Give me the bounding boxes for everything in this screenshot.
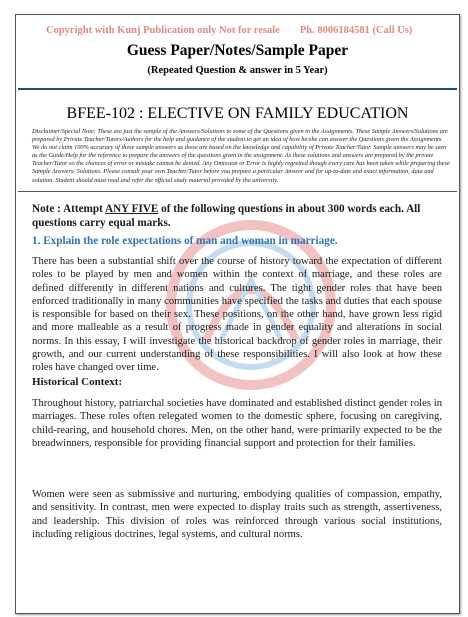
instructions-note	[32, 203, 450, 230]
course-title: BFEE-102 : ELECTIVE ON FAMILY EDUCATION	[66, 105, 409, 122]
contact-phone: Ph. 8006184581 (Call Us)	[299, 25, 413, 36]
page-subtitle: (Repeated Question & answer in 5 Year)	[147, 65, 328, 76]
copyright-line	[46, 25, 446, 36]
document-page	[15, 14, 460, 614]
copyright-text: Copyright with Kunj Publication only Not for resale	[46, 25, 280, 36]
note-emphasis: ANY FIVE	[105, 203, 159, 215]
note-prefix: Note : Attempt	[32, 203, 106, 215]
question-heading: 1. Explain the role expectations of man and woman in marriage.	[32, 235, 338, 247]
answer-paragraph-3: Women were seen as submissive and nurturing, embodying qualities of compassion, empathy, and sensitivity. In contrast, men were expected to display traits such as strength, assertiveness, and leadership. This division of roles was reinforced through various social institutions, including religious doctrines, legal systems, and cultural norms.	[32, 489, 442, 540]
disclaimer-divider	[18, 191, 457, 192]
header-divider	[18, 88, 457, 90]
section-heading-historical: Historical Context:	[32, 376, 123, 388]
answer-paragraph-2: Throughout history, patriarchal societies have dominated and established distinct gender roles in marriages. These roles often relegated women to the domestic sphere, focusing on caregiving, child-rearing, and household chores. Men, on the other hand, were primarily expected to be the breadwinners, responsible for providing financial support and protection for their families.	[32, 398, 442, 449]
page-title: Guess Paper/Notes/Sample Paper	[126, 42, 349, 59]
disclaimer-text: Disclaimer/Special Note: These are just the sample of the Answers/Solutions to some of the Questions given in the Assignments. These Sample Answers/Solutions are prepared by Private Teacher/Tutors/Authors for the help and guidance of the student to get an idea of how he/she can answer the Questions given the Assignments. We do not claim 100% accuracy of these sample answers as these are based on the knowledge and capability of Private Teacher/Tutor. Sample answers may be seen as the Guide/Help for the reference to prepare the answers of the questions given in the assignment. As these solutions and answers are prepared by the private Teacher/Tutor so the chances of error or mistake cannot be denied. Any Omission or Error is highly regretted though every care has been taken while preparing these Sample Answers/ Solutions. Please consult your own Teacher/Tutor before you prepare a particular Answer and for up-to-date and exact information, data and solution. Student should must read and refer the official study material provided by the university.	[32, 128, 450, 184]
answer-paragraph-1: There has been a substantial shift over the course of history toward the expectation of different roles to be played by men and women within the context of marriage, and these roles are defined differently in different nations and cultures. The tight gender roles that have been enforced traditionally in many communities have specified the tasks and duties that each spouse is responsible for based on their sex. These positions, on the other hand, have grown less rigid and more malleable as a result of progress made in gender equality and alterations in social norms. In this essay, I will investigate the historical backdrop of gender roles in marriage, their growth, and our current understanding of these responsibilities. I will also look at how these roles have changed over time.	[32, 256, 442, 374]
note-suffix: of the following questions in about 300 words each. All questions carry equal marks.	[32, 203, 421, 229]
